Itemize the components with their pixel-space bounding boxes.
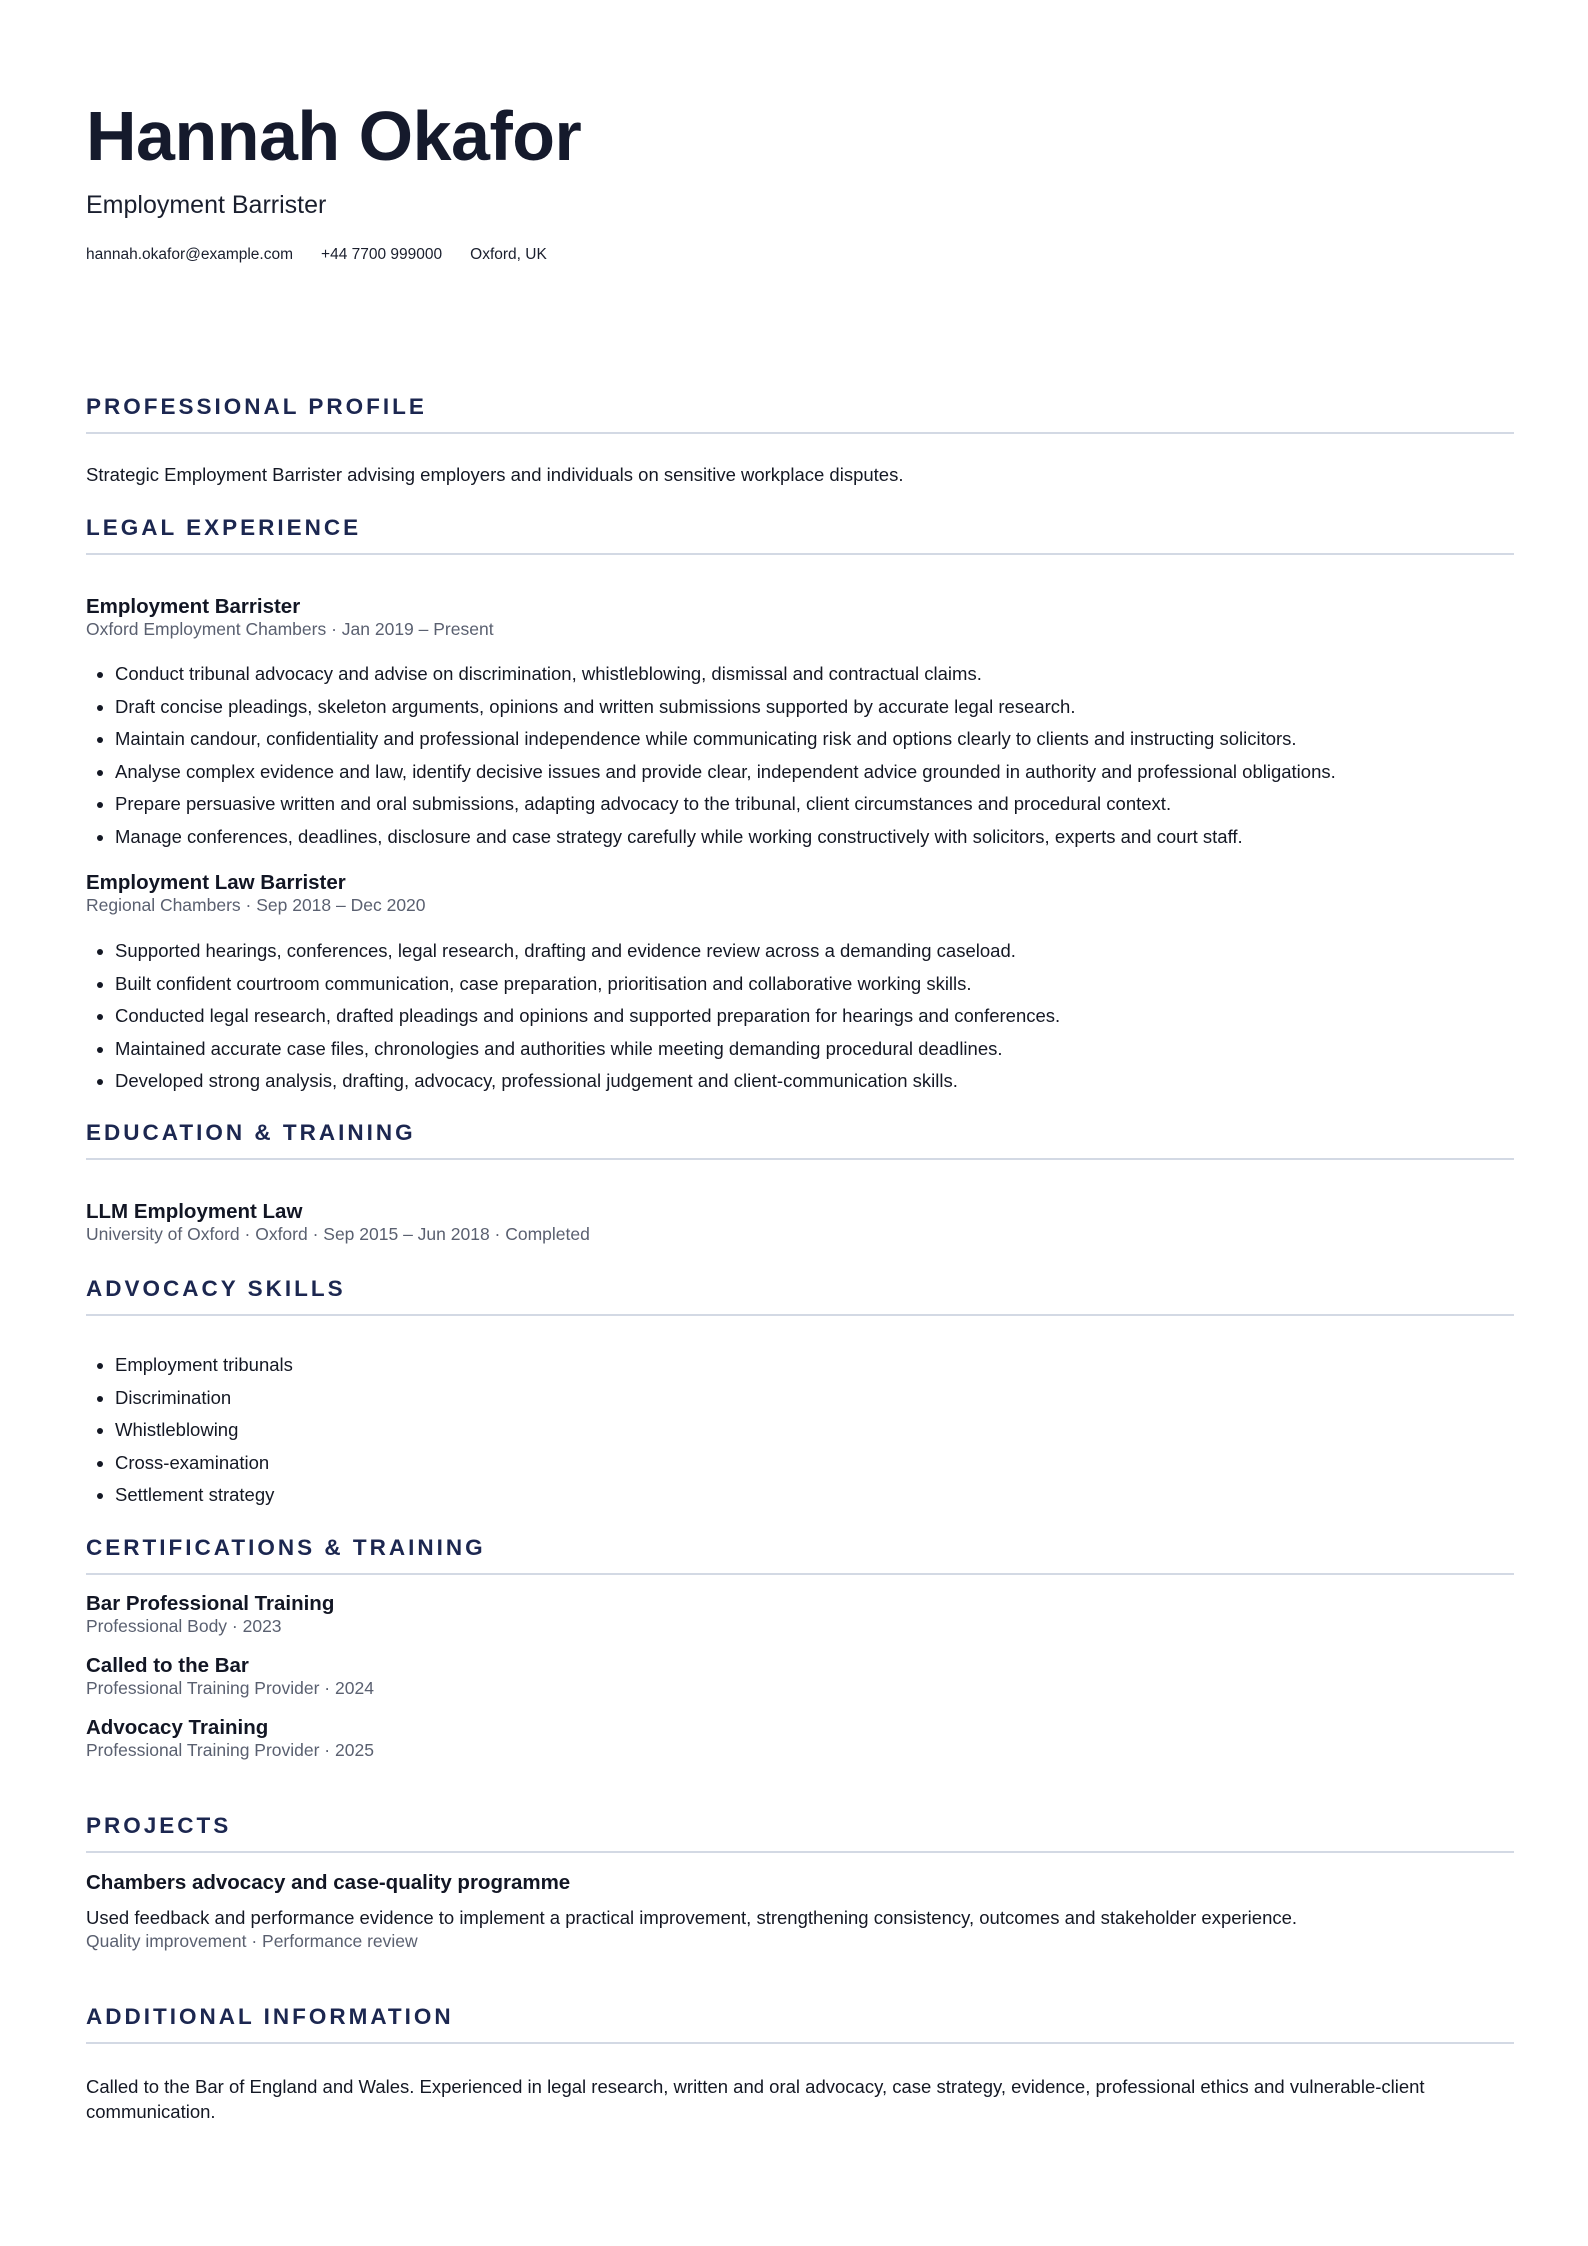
section-heading-additional: ADDITIONAL INFORMATION xyxy=(86,2004,454,2029)
job-meta: Regional Chambers · Sep 2018 – Dec 2020 xyxy=(86,895,426,915)
candidate-title: Employment Barrister xyxy=(86,191,327,219)
list-item: • Conducted legal research, drafted pleadings and opinions and supported preparation for hearings and conferences. xyxy=(115,1000,1543,1033)
contact-phone: +44 7700 999000 xyxy=(321,246,443,263)
list-item: • Developed strong analysis, drafting, advocacy, professional judgement and client-communication skills. xyxy=(115,1065,1543,1098)
degree-meta: University of Oxford · Oxford · Sep 2015 – Jun 2018 · Completed xyxy=(86,1224,590,1244)
candidate-name: Hannah Okafor xyxy=(86,97,582,175)
list-item: • Discrimination xyxy=(115,1382,1543,1415)
cert-title: Advocacy Training xyxy=(86,1716,269,1739)
section-divider xyxy=(86,553,1514,555)
job-title: Employment Law Barrister xyxy=(86,871,346,894)
profile-text: Strategic Employment Barrister advising employers and individuals on sensitive workplace disputes. xyxy=(86,464,904,485)
section-divider xyxy=(86,1573,1514,1575)
job-bullets xyxy=(86,935,1543,1098)
cert-title: Called to the Bar xyxy=(86,1654,249,1677)
list-item: • Conduct tribunal advocacy and advise on discrimination, whistleblowing, dismissal and contractual claims. xyxy=(115,658,1543,691)
additional-text: Called to the Bar of England and Wales. Experienced in legal research, written and oral advocacy, case strategy, evidence, professional ethics and vulnerable-client communication. xyxy=(86,2076,1425,2122)
project-tags: Quality improvement · Performance review xyxy=(86,1931,418,1951)
section-heading-education: EDUCATION & TRAINING xyxy=(86,1120,416,1145)
section-divider xyxy=(86,1314,1514,1316)
contact-location: Oxford, UK xyxy=(470,246,547,263)
list-item: • Draft concise pleadings, skeleton arguments, opinions and written submissions supported by accurate legal research. xyxy=(115,691,1543,724)
cert-title: Bar Professional Training xyxy=(86,1592,335,1615)
section-heading-certifications: CERTIFICATIONS & TRAINING xyxy=(86,1535,486,1560)
contact-email: hannah.okafor@example.com xyxy=(86,246,294,263)
list-item: • Employment tribunals xyxy=(115,1349,1543,1382)
list-item: • Supported hearings, conferences, legal research, drafting and evidence review across a demanding caseload. xyxy=(115,935,1543,968)
section-divider xyxy=(86,1158,1514,1160)
cert-meta: Professional Training Provider · 2024 xyxy=(86,1678,374,1698)
skills-list xyxy=(86,1349,1543,1512)
list-item: • Prepare persuasive written and oral submissions, adapting advocacy to the tribunal, client circumstances and procedural context. xyxy=(115,788,1543,821)
section-heading-projects: PROJECTS xyxy=(86,1813,232,1838)
project-description: Used feedback and performance evidence to implement a practical improvement, strengthening consistency, outcomes and stakeholder experience. xyxy=(86,1907,1298,1928)
list-item: • Cross-examination xyxy=(115,1447,1543,1480)
list-item: • Maintained accurate case files, chronologies and authorities while meeting demanding procedural deadlines. xyxy=(115,1033,1543,1066)
job-title: Employment Barrister xyxy=(86,595,301,618)
section-divider xyxy=(86,432,1514,434)
list-item: • Built confident courtroom communication, case preparation, prioritisation and collaborative working skills. xyxy=(115,968,1543,1001)
list-item: • Maintain candour, confidentiality and professional independence while communicating risk and options clearly to clients and instructing solicitors. xyxy=(115,723,1543,756)
job-bullets xyxy=(86,658,1543,853)
project-title: Chambers advocacy and case-quality programme xyxy=(86,1871,571,1894)
degree-title: LLM Employment Law xyxy=(86,1200,303,1223)
cert-meta: Professional Body · 2023 xyxy=(86,1616,282,1636)
section-heading-profile: PROFESSIONAL PROFILE xyxy=(86,394,427,419)
list-item: • Manage conferences, deadlines, disclosure and case strategy carefully while working constructively with solicitors, experts and court staff. xyxy=(115,821,1543,854)
section-divider xyxy=(86,2042,1514,2044)
cert-meta: Professional Training Provider · 2025 xyxy=(86,1740,374,1760)
list-item: • Settlement strategy xyxy=(115,1479,1543,1512)
list-item: • Analyse complex evidence and law, identify decisive issues and provide clear, independent advice grounded in authority and professional obligations. xyxy=(115,756,1543,789)
section-heading-skills: ADVOCACY SKILLS xyxy=(86,1276,346,1301)
section-divider xyxy=(86,1851,1514,1853)
section-heading-experience: LEGAL EXPERIENCE xyxy=(86,515,362,540)
list-item: • Whistleblowing xyxy=(115,1414,1543,1447)
contact-line xyxy=(86,244,575,266)
job-meta: Oxford Employment Chambers · Jan 2019 – Present xyxy=(86,619,494,639)
